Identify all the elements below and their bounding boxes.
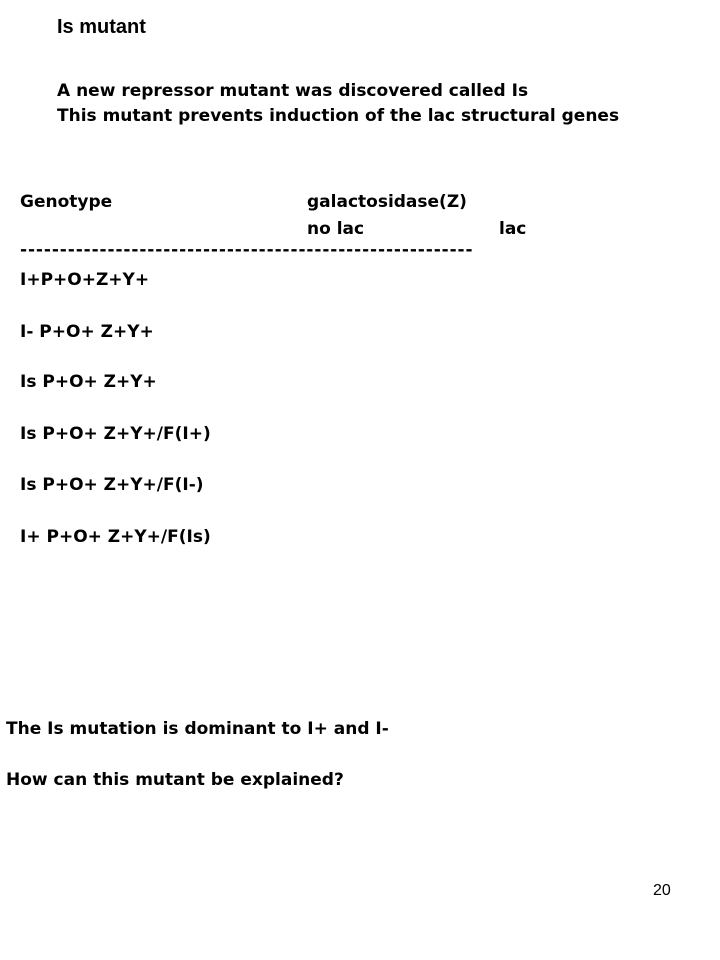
genotype-row-5: Is P+O+ Z+Y+/F(I-) — [20, 475, 204, 495]
table-divider: --------------------------------------------------------- — [20, 240, 474, 260]
column-header-galactosidase: galactosidase(Z) — [307, 192, 467, 212]
question-text: How can this mutant be explained? — [6, 770, 344, 790]
page-number: 20 — [653, 882, 671, 899]
subheader-lac: lac — [499, 219, 527, 239]
genotype-row-1: I+P+O+Z+Y+ — [20, 270, 150, 290]
intro-line-2: This mutant prevents induction of the lac structural genes — [57, 106, 620, 126]
genotype-row-2: I- P+O+ Z+Y+ — [20, 322, 154, 342]
column-header-genotype: Genotype — [20, 192, 113, 212]
genotype-row-4: Is P+O+ Z+Y+/F(I+) — [20, 424, 211, 444]
dominance-note: The Is mutation is dominant to I+ and I- — [6, 719, 389, 739]
genotype-row-6: I+ P+O+ Z+Y+/F(Is) — [20, 527, 211, 547]
page-title: Is mutant — [57, 16, 146, 38]
subheader-no-lac: no lac — [307, 219, 365, 239]
intro-line-1: A new repressor mutant was discovered called Is — [57, 81, 529, 101]
genotype-row-3: Is P+O+ Z+Y+ — [20, 372, 157, 392]
